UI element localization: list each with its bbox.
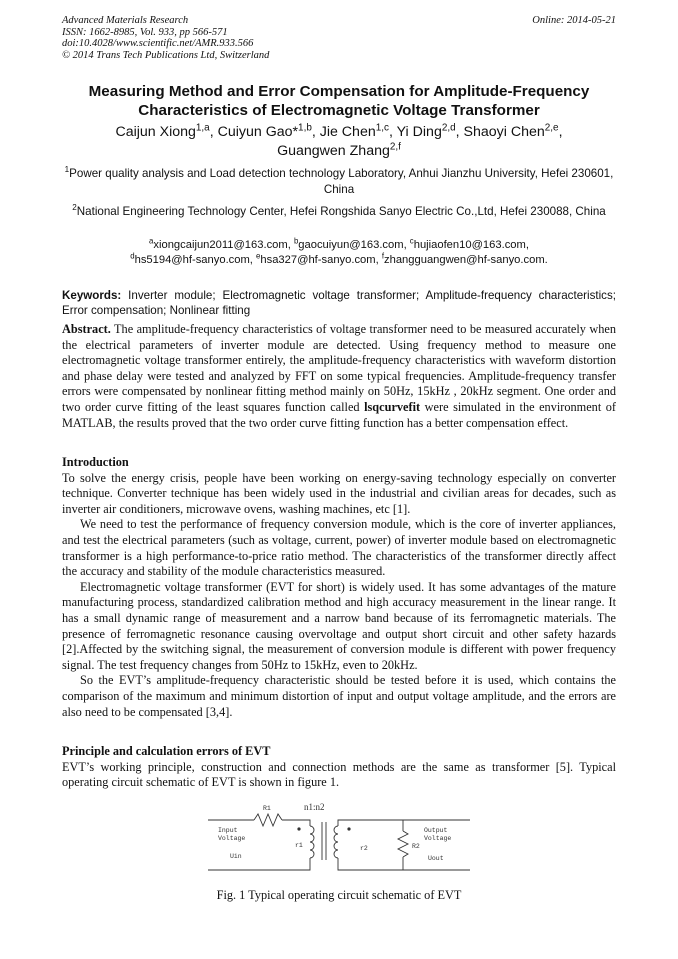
label-r2: R2 (412, 843, 420, 850)
author-affil-sup: 1,b (298, 122, 312, 134)
author-emails (62, 238, 616, 268)
email-link[interactable]: gaocuiyun@163.com, (298, 239, 407, 251)
author-name: Caijun Xiong (115, 124, 196, 140)
author-affil-sup: 2,d (441, 122, 456, 134)
section-heading: Principle and calculation errors of EVT (62, 744, 271, 758)
secondary-coil (334, 826, 338, 858)
abstract-function-name: lsqcurvefit (364, 399, 421, 414)
email-link[interactable]: hsa327@hf-sanyo.com, (260, 254, 379, 266)
author-name: Yi Ding (396, 124, 442, 140)
journal-header (62, 15, 616, 61)
paragraph: We need to test the performance of frequency conversion module, which is the core of inverter appliances, and test the electrical parameters (such as voltage, current, power) of inverter module based on electromagnetic transformer is a high performance-to-price ratio method. The characteristics of the transformer directly affect the accuracy and stability of the module characteristics measured. (62, 517, 616, 579)
paragraph: So the EVT’s amplitude-frequency characteristic should be tested before it is used, which contains the comparison of the maximum and minimum distortion of input and output voltage amplitude, and the errors are also need to be compensated [3,4]. (62, 673, 616, 719)
resistor-r1 (254, 814, 282, 826)
label-uout: Uout (428, 855, 444, 862)
keywords (62, 289, 616, 318)
author-name: Guangwen Zhang (277, 143, 390, 159)
label-r1-small: r1 (295, 842, 303, 849)
email-sup: b (293, 236, 299, 246)
online-date: Online: 2014-05-21 (532, 15, 616, 26)
keywords-label: Keywords: (62, 289, 122, 302)
paragraph: EVT’s working principle, construction and connection methods are the same as transformer [5]. Typical operating circuit schematic of EVT is shown in figure 1. (62, 759, 616, 790)
title-line-1: Measuring Method and Error Compensation for Amplitude-Frequency (88, 83, 590, 100)
introduction-section (62, 455, 616, 720)
affiliation-sup: 1 (64, 165, 70, 175)
email-sup: c (409, 236, 414, 246)
label-turns-ratio: n1:n2 (304, 802, 325, 812)
email-link[interactable]: zhangguangwen@hf-sanyo.com. (384, 254, 548, 266)
primary-coil (310, 826, 314, 858)
author-list: Caijun Xiong$^{1,a}$, Cuiyun Gao*$^{1,b}$, Jie Chen$^{1,c}$, Yi Ding$^{2,d}$, Shaoyi Chen$^{2,e}$, Guangwen Zhang$^{2,f}$ (115, 122, 563, 159)
author-name: Cuiyun Gao* (217, 124, 299, 140)
abstract-label: Abstract. (62, 322, 111, 336)
principle-section (62, 744, 616, 791)
title-line-2: Characteristics of Electromagnetic Voltage Transformer (138, 102, 540, 119)
section-heading: Introduction (62, 455, 129, 469)
figure-caption: Fig. 1 Typical operating circuit schematic of EVT (216, 888, 462, 902)
email-sup: f (381, 251, 385, 261)
doi-line: doi:10.4028/www.scientific.net/AMR.933.566 (62, 38, 254, 50)
author-affil-sup: 1,c (375, 122, 389, 134)
copyright-line: © 2014 Trans Tech Publications Ltd, Switzerland (62, 49, 270, 61)
abstract-text: were simulated in the environment of MATLAB, the results proved that the two order curve fitting function has a better compensation effect. (62, 399, 617, 430)
keywords-text: Inverter module; Electromagnetic voltage transformer; Amplitude-frequency characteristics; Error compensation; Nonlinear fitting (62, 289, 616, 317)
author-affil-sup: 2,e (544, 122, 559, 134)
email-link[interactable]: hs5194@hf-sanyo.com, (134, 254, 253, 266)
email-sup: d (130, 251, 135, 261)
author-name: Shaoyi Chen (463, 124, 545, 140)
label-r2-small: r2 (360, 845, 368, 852)
abstract (62, 322, 616, 431)
affiliation-text: National Engineering Technology Center, Hefei Rongshida Sanyo Electric Co.,Ltd, Hefei 230088, China (76, 205, 606, 218)
email-sup: e (256, 251, 261, 261)
label-output-2: Voltage (424, 835, 452, 842)
affiliation-2 (62, 204, 616, 220)
circuit-figure (200, 798, 478, 882)
affiliation-1 (62, 166, 616, 197)
paragraph: Electromagnetic voltage transformer (EVT for short) is widely used. It has some advantages of the mature manufacturing process, standardized calibration method and high accuracy measurement in the linear range. It has a small dynamic range of measurement and a narrow band because of its ferromagnetic materials. The presence of ferromagnetic resonance causing overvoltage and output short circuit and other safety hazards [2].Affected by the switching signal, the measurement of conversion module is different with power frequency signal. The test frequency changes from 50Hz to 15kHz, even to 20kHz. (62, 579, 616, 672)
email-link[interactable]: hujiaofen10@163.com, (413, 239, 529, 251)
label-output-1: Output (424, 827, 448, 834)
issn-line: ISSN: 1662-8985, Vol. 933, pp 566-571 (62, 26, 228, 38)
label-input-2: Voltage (218, 835, 246, 842)
dot-marker (347, 827, 350, 830)
paragraph: To solve the energy crisis, people have been working on energy-saving technology especially on converter technique. Converter technique has been widely used in the industrial and civilian areas for decades, such as inverter air conditioners, microwave ovens, washing machines, etc [1]. (62, 470, 616, 516)
author-affil-sup: 1,a (195, 122, 210, 134)
paper-title (62, 82, 616, 120)
affiliation-text: Power quality analysis and Load detection technology Laboratory, Anhui Jianzhu University, Hefei 230601, China (69, 167, 614, 196)
label-input-1: Input (218, 827, 238, 834)
label-uin: Uin (230, 853, 242, 860)
journal-name: Advanced Materials Research (62, 15, 189, 26)
label-r1: R1 (263, 805, 271, 812)
affiliation-sup: 2 (72, 203, 77, 213)
abstract-text: The amplitude-frequency characteristics of voltage transformer need to be measured accurately when the electrical parameters of inverter module are detected. Using frequency method to measure one electromagnetic voltage transformer entirely, the amplitude-frequency characteristics with waveform distortion and phase delay were tested and analyzed by FFT on some typical frequencies. Amplitude-frequency transfer errors were compensated by nonlinear fitting method mainly on 50Hz, 15kHz , 20kHz segment. One order and two order curve fitting of the least squares function called (62, 322, 616, 414)
resistor-r2 (398, 831, 408, 857)
email-sup: a (149, 236, 154, 246)
author-affil-sup: 2,f (389, 141, 401, 153)
email-link[interactable]: xiongcaijun2011@163.com, (153, 239, 291, 251)
dot-marker (297, 827, 300, 830)
author-name: Jie Chen (319, 124, 376, 140)
